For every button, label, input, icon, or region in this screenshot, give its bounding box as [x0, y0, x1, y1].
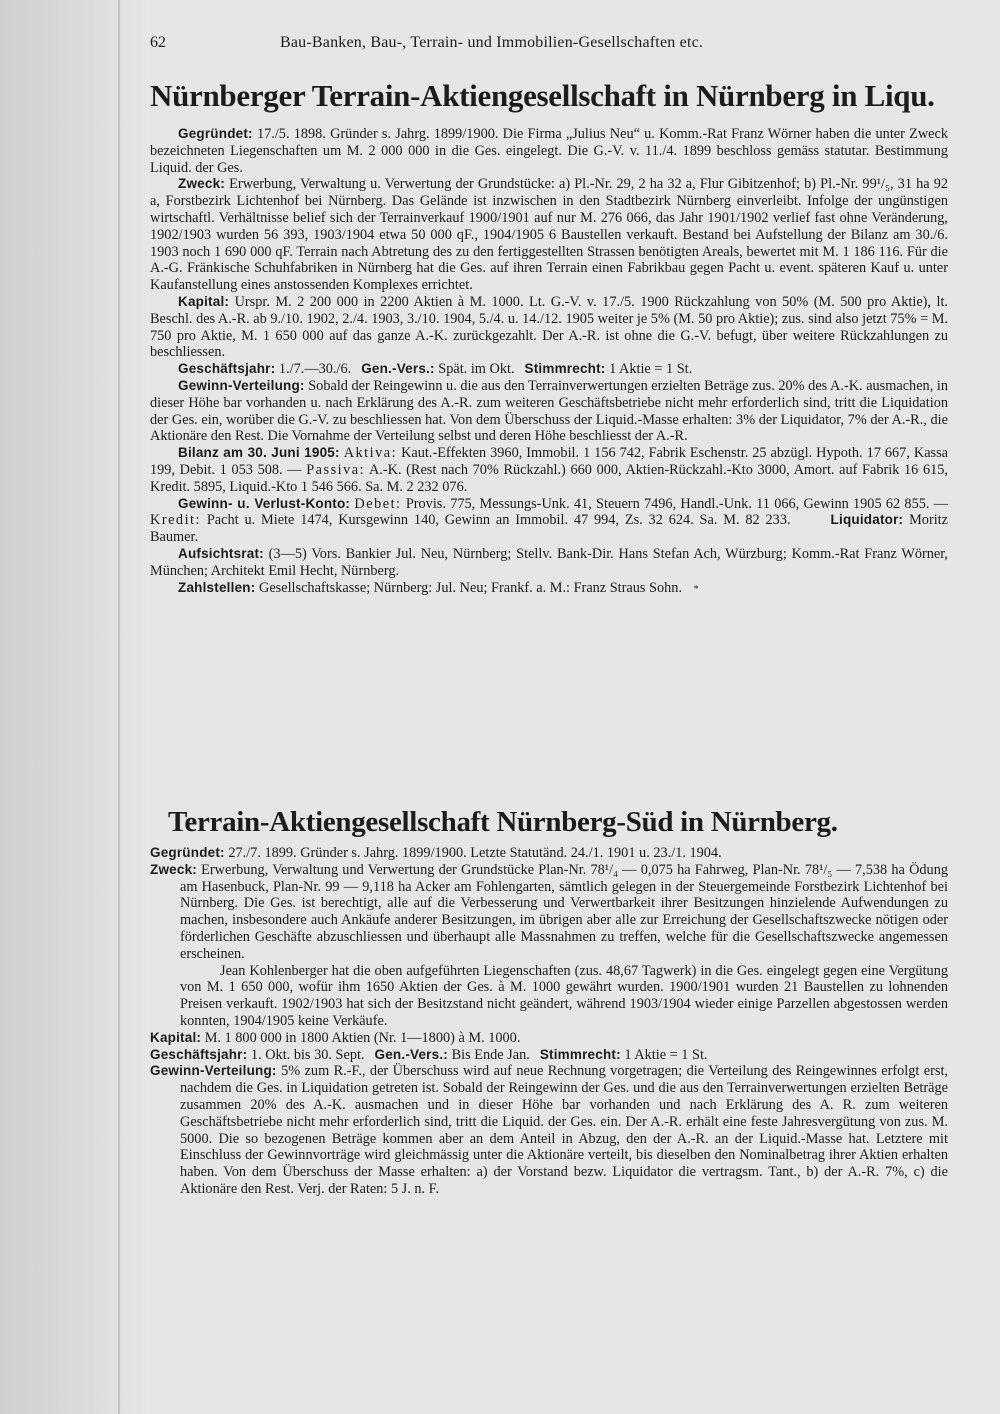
company2-entry	[150, 845, 948, 1198]
text: 1 Aktie = 1 St.	[609, 361, 693, 378]
label: Zweck:	[178, 176, 225, 192]
label: Gegründet:	[178, 126, 253, 141]
text: Erwerbung, Verwaltung und Verwertung der Grundstücke Plan-Nr. 78¹/₄ — 0,075 ha Fahrweg, Plan-Nr. 78¹/₅ — 7,538 ha Ödung am Hasenbuck, Plan-Nr. 99 — 9,118 ha Acker am Fohlengarten, sämtlich gelegen in der Steuergemeinde Forstbezirk Lichtenhof bei Nürnberg. Die Ges. ist berechtigt, alle auf die Verbesserung und Verwertbarkeit ihrer Besitzungen hinzielende Aufwendungen zu machen, insbesondere auch Ankäufe anderer Besitzungen, im übrigen aber alle zur Erreichung der Gesellschaftszwecke nötigen oder förderlichen Geschäfte abzuschliessen und überhaupt alle Massnahmen zu treffen, welche für die Gesellschaftszwecke angemessen erscheinen.	[180, 861, 949, 962]
company1-title: Nürnberger Terrain-Aktiengesellschaft in Nürnberg in Liqu.	[150, 78, 935, 113]
label: Geschäftsjahr:	[178, 361, 276, 377]
text: 1. Okt. bis 30. Sept.	[250, 1046, 365, 1063]
label: Stimmrecht:	[539, 1046, 621, 1062]
text: 5% zum R.-F., der Überschuss wird auf neue Rechnung vorgetragen; die Verteilung des Reingewinnes erfolgt erst, nachdem die Ges. in Liquidation getreten ist. Sobald der Reingewinn der Ges. und die aus den Terrainverwertungen erzielten Beträge zusammen 20% des A.-K. ausmachen und in dieser Höhe bar vorhanden und nach Erklärung des A. R. zum weiteren Geschäftsbetriebe nicht mehr erforderlich sind, tritt die Liquid. der Ges. ein. Der A.-R. erhält eine feste Jahresvergütung von zus. M. 5000. Die so bezogenen Beträge kommen aber an dem Anteil in Abzug, den der A.-R. an der Liquid.-Masse hat. Letztere mit Einschluss der Gewinnvorträge wird gleichmässig unter die Aktionäre verteilt, bis dieselben den Nominalbetrag ihrer Aktien erhalten haben. Von dem Überschuss der Masse erhalten: a) der Vorstand bezw. Liquidator die vertragsm. Tant., b) der A.-R. 7%, c) die Aktionäre den Rest. Verj. der Raten: 5 J. n. F.	[180, 1063, 948, 1197]
label: Gewinn- u. Verlust-Konto:	[178, 495, 351, 511]
label: Bilanz am 30. Juni 1905:	[178, 445, 340, 461]
text: 1./7.—30./6.	[278, 361, 352, 378]
label: Gen.-Vers.:	[374, 1046, 448, 1062]
c1-guv	[150, 496, 948, 546]
label: Passiva:	[306, 461, 366, 478]
label: Zahlstellen:	[178, 579, 256, 595]
running-header	[150, 34, 950, 58]
company1-entry	[150, 126, 948, 598]
text: Provis. 775, Messungs-Unk. 41, Steuern 7496, Handl.-Unk. 11 066, Gewinn 1905 62 855. —	[405, 495, 949, 512]
text: Gesellschaftskasse; Nürnberg: Jul. Neu; Frankf. a. M.: Franz Straus Sohn.	[259, 579, 683, 596]
label: Kapital:	[178, 293, 230, 309]
text: Erwerbung, Verwaltung u. Verwertung der Grundstücke: a) Pl.-Nr. 29, 2 ha 32 a, Flur Gibitzenhof; b) Pl.-Nr. 99¹/₅, 31 ha 92 a, Forstbezirk Lichtenhof bei Nürnberg. Das Gelände ist inzwischen in den Stadtbezirk Nürnberg einverleibt. Infolge der ungünstigen wirtschaftl. Verhältnisse belief sich der Terrainverkauf 1900/1901 auf nur M. 276 066, das Jahr 1901/1902 verlief fast ohne Veränderung, 1902/1903 wurden 56 393, 1903/1904 etwa 50 000 qF., 1904/1905 6 Baustellen verkauft. Bestand bei Aufstellung der Bilanz am 30./6. 1903 noch 1 690 000 qF. Terrain nach Abtretung des zu den fertiggestellten Strassen benötigten Areals, bewertet mit M. 1 186 116. Für die A.-G. Fränkische Schuhfabriken in Nürnberg hat die Ges. auf ihren Terrain einen Fabrikbau gegen Pacht u. event. späteren Kauf u. unter Kaufanstellung eines anstossenden Komplexes errichtet.	[150, 176, 948, 294]
c1-gewinn-verteilung	[150, 378, 948, 445]
text: Jean Kohlenberger hat die oben aufgeführten Liegenschaften (zus. 48,67 Tagwerk) in die Ges. eingelegt gegen eine Vergütung von M. 1 650 000, wofür ihm 1650 Aktien der Ges. à M. 1000 gewährt wurden. 1900/1901 wurden 21 Baustellen zu lohnenden Preisen verkauft. 1902/1903 hat sich der Besitzstand nicht geändert, während 1903/1904 wieder einige Parzellen abgestossen werden konnten, 1904/1905 keine Verkäufe.	[180, 962, 948, 1029]
label: Debet:	[354, 495, 402, 512]
c2-gegruendet	[150, 845, 948, 862]
label: Gewinn-Verteilung:	[178, 377, 305, 393]
page-binding-shadow	[0, 0, 150, 1414]
label: Zweck:	[150, 861, 197, 877]
c1-zweck	[150, 176, 948, 294]
text: A.-K. (Rest nach 70% Rückzahl.) 660 000, Aktien-Rückzahl.-Kto 3000, Amort. auf Fabrik 16 615, Kredit. 5895, Liquid.-Kto 1 546 566. Sa. M. 2 232 076.	[150, 461, 948, 495]
c2-zweck	[150, 862, 948, 963]
text: 17./5. 1898. Gründer s. Jahrg. 1899/1900. Die Firma „Julius Neu“ u. Komm.-Rat Franz Wörner haben die unter Zweck bezeichneten Liegenschaften um M. 2 000 000 in die Ges. eingelegt. Die G.-V. v. 11./4. 1899 beschloss gemäss statutar. Bestimmung Liquid. der Ges.	[150, 126, 948, 176]
text: 27./7. 1899. Gründer s. Jahrg. 1899/1900. Letzte Statutänd. 24./1. 1901 u. 23./1. 1904.	[228, 845, 722, 861]
text: Kaut.-Effekten 3960, Immobil. 1 156 742, Fabrik Eschenstr. 25 abzügl. Hypoth. 17 667, Kassa 199, Debit. 1 053 508. —	[150, 445, 949, 478]
label: Stimmrecht:	[524, 361, 606, 377]
label: Aktiva:	[343, 445, 398, 462]
c2-geschaeftsjahr	[150, 1047, 948, 1064]
text: Bis Ende Jan.	[451, 1046, 530, 1063]
company2-title: Terrain-Aktiengesellschaft Nürnberg-Süd in Nürnberg.	[168, 806, 838, 838]
c1-gegruendet	[150, 126, 948, 176]
label: Aufsichtsrat:	[178, 545, 264, 561]
c1-zahlstellen	[150, 580, 948, 599]
c2-zweck-2	[150, 963, 948, 1030]
label: Gegründet:	[150, 845, 225, 860]
text: Spät. im Okt.	[438, 361, 515, 378]
page-number: 62	[150, 34, 166, 51]
text: 1 Aktie = 1 St.	[624, 1046, 708, 1063]
c1-bilanz	[150, 445, 948, 495]
c1-aufsichtsrat	[150, 546, 948, 580]
running-title: Bau-Banken, Bau-, Terrain- und Immobilien-Gesellschaften etc.	[280, 34, 704, 51]
c1-geschaeftsjahr	[150, 361, 948, 378]
c2-gewinn-verteilung	[150, 1063, 948, 1197]
text: Sobald der Reingewinn u. die aus den Terrainverwertungen erzielten Beträge zus. 20% des A.-K. ausmachen, in dieser Höhe bar vorhanden u. nach Erklärung des A.-R. zum weiteren Geschäftsbetriebe nicht mehr erforderlich sind, tritt die Liquidation der Ges. ein, worüber die G.-V. zu beschliessen hat. Von dem Überschuss der Liquid.-Masse erhalten: 3% der Liquidator, 7% der A.-R., die Aktionäre den Rest. Die Vornahme der Verteilung selbst und deren Höhe beschliesst der A.-R.	[150, 377, 948, 445]
label: Geschäftsjahr:	[150, 1046, 248, 1062]
label: Kapital:	[150, 1029, 202, 1045]
label: Kredit:	[150, 512, 201, 529]
c2-kapital	[150, 1030, 948, 1047]
c1-kapital	[150, 294, 948, 361]
text: Pacht u. Miete 1474, Kursgewinn 140, Gewinn an Immobil. 47 994, Zs. 32 624. Sa. M. 82 233.	[206, 512, 791, 529]
label: Gewinn-Verteilung:	[150, 1063, 277, 1079]
text: M. 1 800 000 in 1800 Aktien (Nr. 1—1800) à M. 1000.	[204, 1029, 521, 1046]
label: Gen.-Vers.:	[361, 361, 435, 377]
text: Moritz Baumer.	[150, 512, 948, 546]
end-mark: *	[693, 583, 699, 595]
text: (3—5) Vors. Bankier Jul. Neu, Nürnberg; Stellv. Bank-Dir. Hans Stefan Ach, Würzburg; Komm.-Rat Franz Wörner, München; Architekt Emil Hecht, Nürnberg.	[150, 545, 949, 579]
text: Urspr. M. 2 200 000 in 2200 Aktien à M. 1000. Lt. G.-V. v. 17./5. 1900 Rückzahlung von 50% (M. 500 pro Aktie), lt. Beschl. des A.-R. ab 9./10. 1902, 2./4. 1903, 3./10. 1904, 5./4. u. 14./12. 1905 weiter je 5% (M. 50 pro Aktie); zus. sind also jetzt 75% = M. 750 pro Aktie, M. 1 650 000 auf das ganze A.-K. zurückgezahlt. Der A.-R. ist ohne die G.-V. befugt, über weitere Rückzahlungen zu beschliessen.	[150, 293, 948, 361]
label: Liquidator:	[830, 512, 904, 528]
